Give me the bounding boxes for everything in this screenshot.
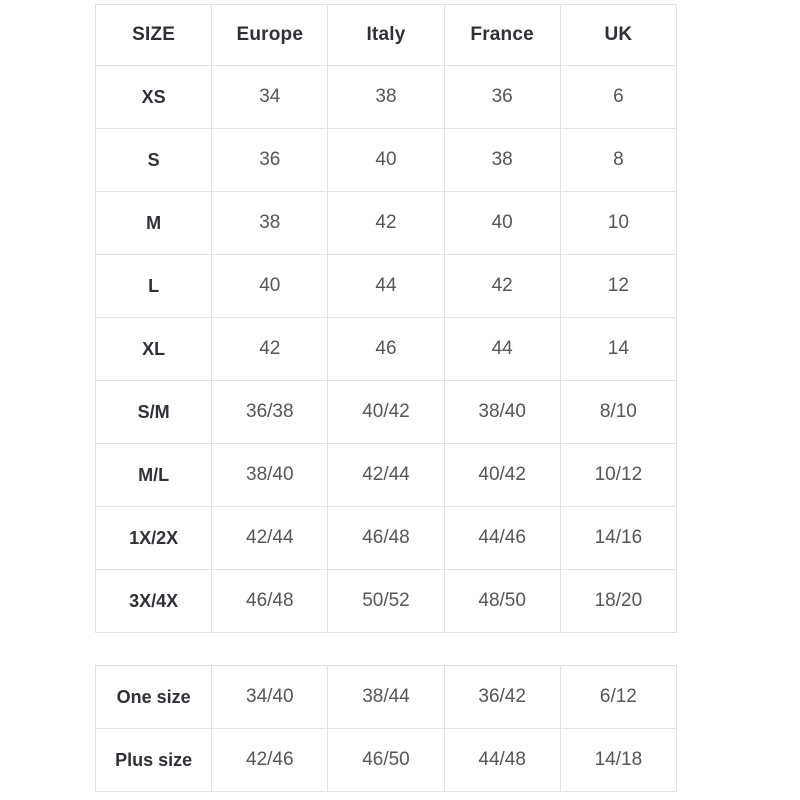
size-value-cell: 6 (560, 66, 676, 129)
size-label-cell: Plus size (96, 729, 212, 792)
size-value-cell: 48/50 (444, 570, 560, 633)
special-sizes-table (95, 665, 677, 792)
column-header-uk: UK (560, 5, 676, 66)
size-value-cell: 44/48 (444, 729, 560, 792)
size-value-cell: 46/48 (212, 570, 328, 633)
size-value-cell: 42/46 (212, 729, 328, 792)
size-value-cell: 42 (444, 255, 560, 318)
size-value-cell: 36 (444, 66, 560, 129)
size-value-cell: 38 (212, 192, 328, 255)
size-label-cell: L (96, 255, 212, 318)
size-value-cell: 40 (328, 129, 444, 192)
size-label-cell: One size (96, 666, 212, 729)
table-row-ml (96, 444, 677, 507)
size-value-cell: 44 (444, 318, 560, 381)
size-value-cell: 38/44 (328, 666, 444, 729)
size-value-cell: 14/16 (560, 507, 676, 570)
column-header-size: SIZE (96, 5, 212, 66)
size-value-cell: 8/10 (560, 381, 676, 444)
size-label-cell: 1X/2X (96, 507, 212, 570)
size-value-cell: 34 (212, 66, 328, 129)
size-value-cell: 36/38 (212, 381, 328, 444)
size-value-cell: 38 (328, 66, 444, 129)
size-value-cell: 44/46 (444, 507, 560, 570)
size-value-cell: 36 (212, 129, 328, 192)
size-value-cell: 40 (212, 255, 328, 318)
table-row-plus-size (96, 729, 677, 792)
size-value-cell: 42/44 (212, 507, 328, 570)
size-value-cell: 40/42 (444, 444, 560, 507)
table-row-xs (96, 66, 677, 129)
table-row-xl (96, 318, 677, 381)
size-label-cell: 3X/4X (96, 570, 212, 633)
size-label-cell: M (96, 192, 212, 255)
size-value-cell: 10 (560, 192, 676, 255)
column-header-europe: Europe (212, 5, 328, 66)
size-label-cell: XS (96, 66, 212, 129)
size-value-cell: 38 (444, 129, 560, 192)
size-label-cell: S (96, 129, 212, 192)
size-value-cell: 46/48 (328, 507, 444, 570)
table-row-3x4x (96, 570, 677, 633)
table-row-1x2x (96, 507, 677, 570)
size-label-cell: S/M (96, 381, 212, 444)
size-value-cell: 42 (328, 192, 444, 255)
size-conversion-table (95, 4, 677, 633)
size-value-cell: 36/42 (444, 666, 560, 729)
table-row-m (96, 192, 677, 255)
size-value-cell: 50/52 (328, 570, 444, 633)
size-value-cell: 44 (328, 255, 444, 318)
size-value-cell: 10/12 (560, 444, 676, 507)
size-value-cell: 18/20 (560, 570, 676, 633)
column-header-italy: Italy (328, 5, 444, 66)
size-value-cell: 12 (560, 255, 676, 318)
size-label-cell: M/L (96, 444, 212, 507)
size-value-cell: 46 (328, 318, 444, 381)
size-value-cell: 40/42 (328, 381, 444, 444)
size-value-cell: 42/44 (328, 444, 444, 507)
size-value-cell: 38/40 (444, 381, 560, 444)
size-value-cell: 8 (560, 129, 676, 192)
table-row-sm (96, 381, 677, 444)
table-row-l (96, 255, 677, 318)
size-label-cell: XL (96, 318, 212, 381)
size-value-cell: 14 (560, 318, 676, 381)
column-header-france: France (444, 5, 560, 66)
size-conversion-section (95, 4, 677, 792)
table-row-one-size (96, 666, 677, 729)
table-header-row (96, 5, 677, 66)
table-row-s (96, 129, 677, 192)
size-value-cell: 14/18 (560, 729, 676, 792)
size-value-cell: 38/40 (212, 444, 328, 507)
size-value-cell: 40 (444, 192, 560, 255)
size-value-cell: 6/12 (560, 666, 676, 729)
size-value-cell: 42 (212, 318, 328, 381)
size-value-cell: 34/40 (212, 666, 328, 729)
size-value-cell: 46/50 (328, 729, 444, 792)
